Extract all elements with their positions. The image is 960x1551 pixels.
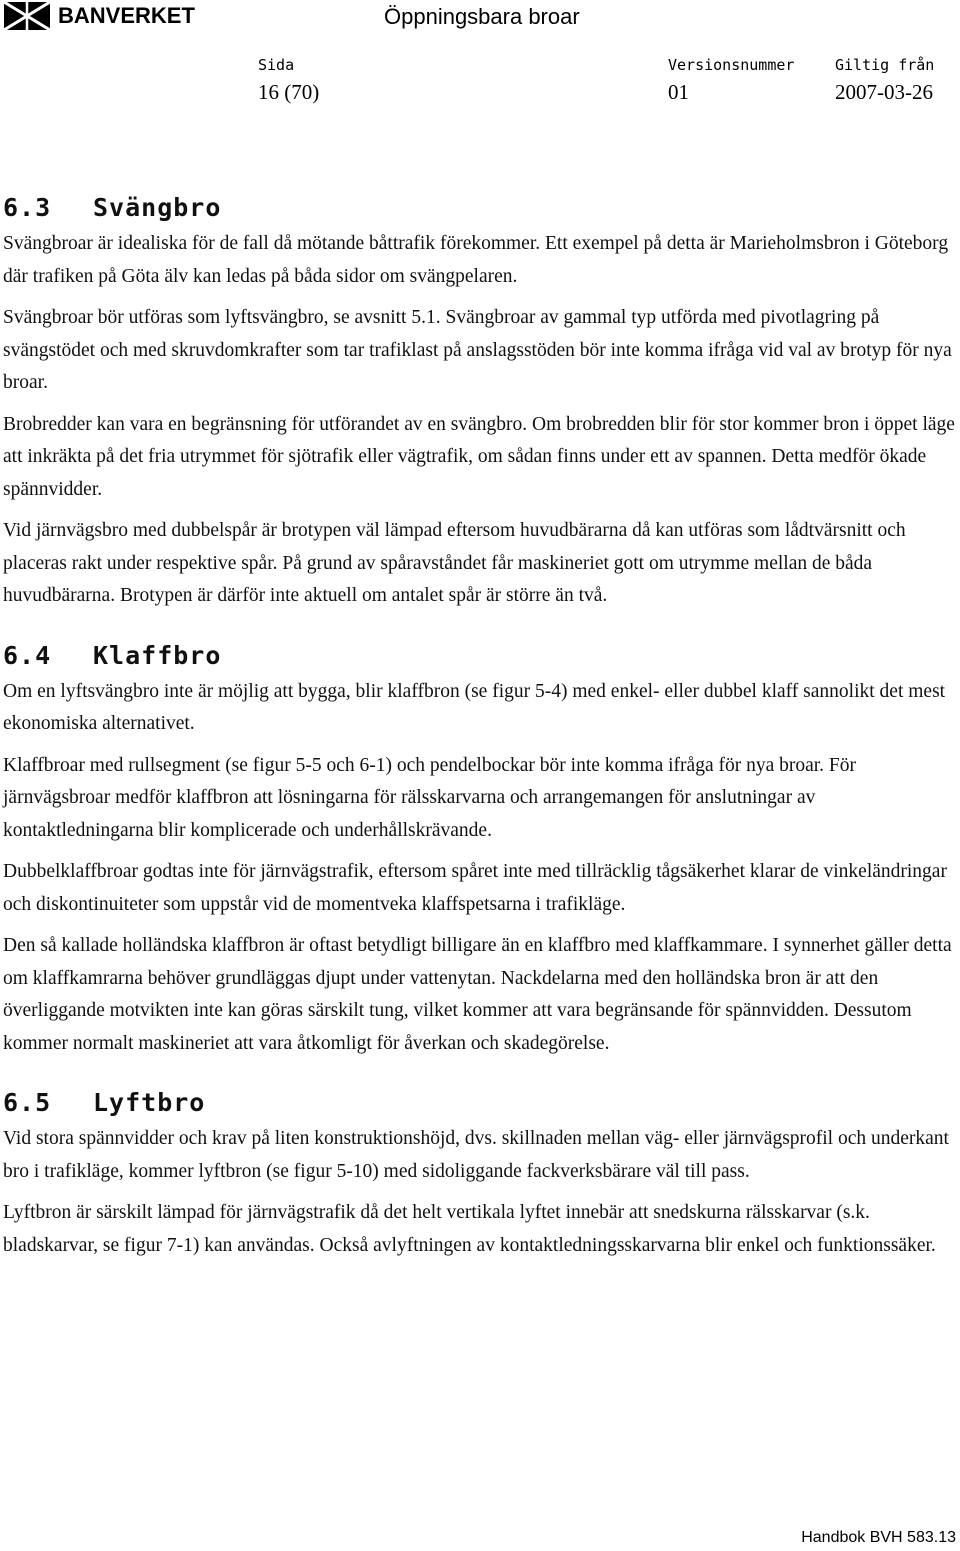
paragraph: Vid stora spännvidder och krav på liten konstruktionshöjd, dvs. skillnaden mellan väg- eller järnvägsprofil och underkant bro i trafikläge, kommer lyftbron (se figur 5-10) med sidoliggande fackverksbärare väl till pass. <box>3 1128 949 1182</box>
section-title: Lyftbro <box>93 1088 206 1117</box>
page-number: 16 (70) <box>258 80 320 104</box>
document-title: Öppningsbara broar <box>384 4 580 29</box>
valid-from-date: 2007-03-26 <box>835 80 933 104</box>
paragraph: Den så kallade holländska klaffbron är oftast betydligt billigare än en klaffbro med klaffkammare. I synnerhet gäller detta om klaffkamrarna behöver grundläggas djupt under vattenytan. Nackdelarna med den holländska bron är att den överliggande motvikten inte kan göras särskilt tung, vilket kommer att vara begränsande för spännvidden. Dessutom kommer normalt maskineriet att vara åtkomligt för åverkan och skadegörelse. <box>3 935 952 1054</box>
version-number: 01 <box>668 80 689 104</box>
section-title: Svängbro <box>93 193 222 222</box>
valid-from-label: Giltig från <box>835 56 935 74</box>
section-number: 6.4 <box>3 640 52 670</box>
logo-text: BANVERKET <box>58 3 195 28</box>
banverket-logo <box>4 2 195 30</box>
paragraph: Om en lyftsvängbro inte är möjlig att bygga, blir klaffbron (se figur 5-4) med enkel- eller dubbel klaff sannolikt det mest ekonomiska alternativet. <box>3 680 946 734</box>
footer-handbook-id: Handbok BVH 583.13 <box>801 1529 956 1546</box>
paragraph: Brobredder kan vara en begränsning för utförandet av en svängbro. Om brobredden blir för stor kommer bron i öppet läge att inkräkta på det fria utrymmet för sjötrafik eller vägtrafik, om sådan finns under ett av spannen. Detta medför ökade spännvidder. <box>3 413 955 500</box>
section-6-4 <box>3 636 957 1061</box>
section-title: Klaffbro <box>93 640 222 670</box>
paragraph: Lyftbron är särskilt lämpad för järnvägstrafik då det helt vertikala lyftet innebär att snedskurna rälsskarvar (s.k. bladskarvar, se figur 7-1) kan användas. Också avlyftningen av kontaktledningsskarvarna blir enkel och funktionssäker. <box>3 1202 936 1256</box>
page-header <box>0 0 960 115</box>
page-label: Sida <box>258 56 295 74</box>
document-body <box>3 188 957 1271</box>
banverket-emblem-icon <box>4 2 50 30</box>
section-6-5 <box>3 1083 957 1262</box>
section-heading <box>3 188 957 228</box>
section-6-3 <box>3 188 957 613</box>
paragraph: Klaffbroar med rullsegment (se figur 5-5 och 6-1) och pendelbockar bör inte komma ifråga för nya broar. För järnvägsbroar medför klaffbron att lösningarna för rälsskarvarna och arrangemangen för anslutningar av kontaktledningarna blir komplicerade och underhållskrävande. <box>3 754 857 841</box>
paragraph: Svängbroar bör utföras som lyftsvängbro, se avsnitt 5.1. Svängbroar av gammal typ utförda med pivotlagring på svängstödet och med skruvdomkrafter som tar trafiklast på anslagsstöden bör inte komma ifråga vid val av brotyp för nya broar. <box>3 307 952 393</box>
version-label: Versionsnummer <box>668 56 795 74</box>
section-heading <box>3 636 957 676</box>
section-number: 6.3 <box>3 193 52 222</box>
section-heading <box>3 1083 957 1123</box>
paragraph: Vid järnvägsbro med dubbelspår är brotypen väl lämpad eftersom huvudbärarna då kan utföras som lådtvärsnitt och placeras rakt under respektive spår. På grund av spåravståndet får maskineriet gott om utrymme mellan de båda huvudbärarna. Brotypen är därför inte aktuell om antalet spår är större än två. <box>3 520 906 606</box>
section-number: 6.5 <box>3 1088 52 1117</box>
paragraph: Dubbelklaffbroar godtas inte för järnvägstrafik, eftersom spåret inte med tillräcklig tågsäkerhet klarar de vinkeländringar och diskontinuiteter som uppstår vid de momentveka klaffspetsarna i trafikläge. <box>3 861 947 915</box>
paragraph: Svängbroar är idealiska för de fall då mötande båttrafik förekommer. Ett exempel på detta är Marieholmsbron i Göteborg där trafiken på Göta älv kan ledas på båda sidor om svängpelaren. <box>3 233 949 287</box>
